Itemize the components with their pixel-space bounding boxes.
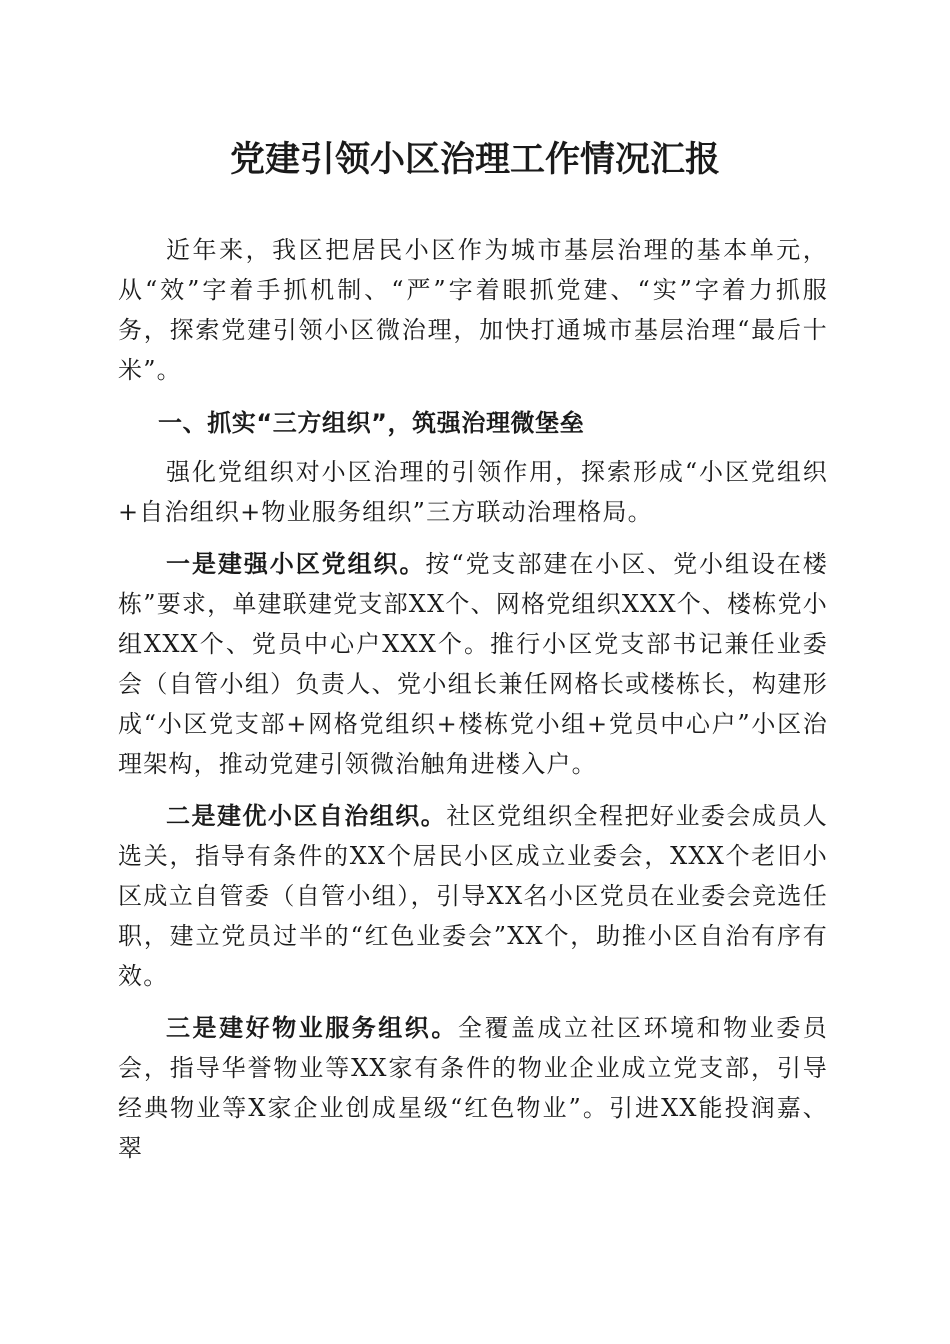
item-text-3: 全覆盖成立社区环境和物业委员会，指导华誉物业等XX家有条件的物业企业成立党支部，引导经典物业等X家企业创成星级“红色物业”。引进XX能投润嘉、翠 bbox=[118, 1014, 828, 1162]
item-paragraph-3 bbox=[118, 1008, 828, 1168]
intro-paragraph: 近年来，我区把居民小区作为城市基层治理的基本单元，从“效”字着手抓机制、“严”字着眼抓党建、“实”字着力抓服务，探索党建引领小区微治理，加快打通城市基层治理“最后十米”。 bbox=[118, 236, 828, 384]
section-heading: 一、抓实“三方组织”，筑强治理微堡垒 bbox=[158, 409, 585, 437]
item-lead-1: 一是建强小区党组织。 bbox=[166, 549, 426, 578]
document-body bbox=[118, 230, 828, 1168]
item-paragraph-1 bbox=[118, 544, 828, 784]
item-text-1: 按“党支部建在小区、党小组设在楼栋”要求，单建联建党支部XX个、网格党组织XXX个、楼栋党小组XXX个、党员中心户XXX个。推行小区党支部书记兼任业委会（自管小组）负责人、党小组长兼任网格长或楼栋长，构建形成“小区党支部+网格党组织+楼栋党小组+党员中心户”小区治理架构，推动党建引领微治触角进楼入户。 bbox=[118, 550, 829, 778]
item-lead-3: 三是建好物业服务组织。 bbox=[166, 1013, 458, 1042]
item-paragraph-2 bbox=[118, 796, 828, 996]
item-lead-2: 二是建优小区自治组织。 bbox=[166, 801, 447, 830]
item-text-2: 社区党组织全程把好业委会成员人选关，指导有条件的XX个居民小区成立业委会，XXX个老旧小区成立自管委（自管小组），引导XX名小区党员在业委会竞选任职，建立党员过半的“红色业委会”XX个，助推小区自治有序有效。 bbox=[118, 802, 829, 990]
section-summary-paragraph: 强化党组织对小区治理的引领作用，探索形成“小区党组织+自治组织+物业服务组织”三方联动治理格局。 bbox=[118, 458, 828, 526]
document-title: 党建引领小区治理工作情况汇报 bbox=[229, 140, 720, 180]
